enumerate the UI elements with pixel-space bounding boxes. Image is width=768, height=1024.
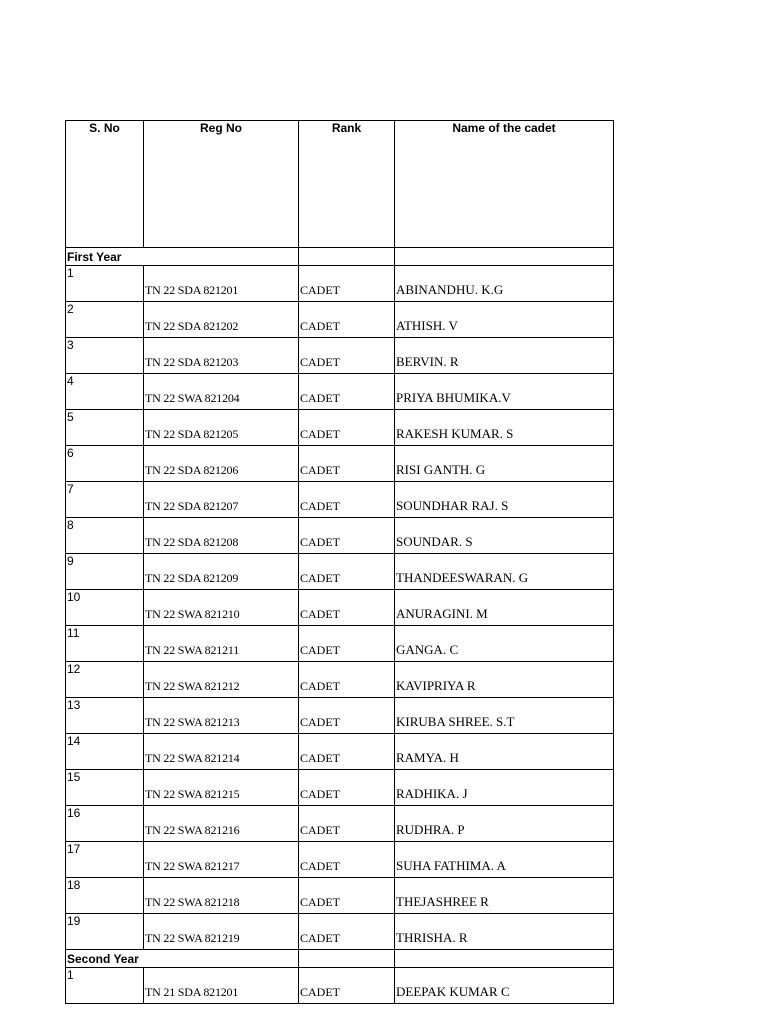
section-empty-cell (395, 248, 614, 266)
cell-cadet-name: SUHA FATHIMA. A (395, 842, 614, 878)
cell-rank: CADET (299, 968, 395, 1004)
cell-serial-number: 7 (66, 482, 144, 518)
section-empty-cell (299, 248, 395, 266)
cell-rank: CADET (299, 806, 395, 842)
cell-serial-number: 12 (66, 662, 144, 698)
cell-rank: CADET (299, 518, 395, 554)
cell-reg-no: TN 22 SDA 821202 (144, 302, 299, 338)
cell-serial-number: 9 (66, 554, 144, 590)
header-sno: S. No (66, 121, 144, 248)
cell-serial-number: 15 (66, 770, 144, 806)
cell-cadet-name: SOUNDAR. S (395, 518, 614, 554)
cell-rank: CADET (299, 302, 395, 338)
cell-reg-no: TN 22 SWA 821204 (144, 374, 299, 410)
table-row (66, 914, 614, 950)
cell-rank: CADET (299, 590, 395, 626)
table-row (66, 806, 614, 842)
table-row (66, 338, 614, 374)
header-reg-no: Reg No (144, 121, 299, 248)
header-name: Name of the cadet (395, 121, 614, 248)
cell-cadet-name: ANURAGINI. M (395, 590, 614, 626)
table-row (66, 302, 614, 338)
cell-reg-no: TN 22 SDA 821203 (144, 338, 299, 374)
cell-serial-number: 3 (66, 338, 144, 374)
table-row (66, 698, 614, 734)
cell-rank: CADET (299, 842, 395, 878)
cell-cadet-name: GANGA. C (395, 626, 614, 662)
cell-cadet-name: RUDHRA. P (395, 806, 614, 842)
cell-reg-no: TN 22 SWA 821216 (144, 806, 299, 842)
table-row (66, 662, 614, 698)
section-row (66, 248, 614, 266)
cell-cadet-name: THANDEESWARAN. G (395, 554, 614, 590)
table-row (66, 554, 614, 590)
cell-serial-number: 1 (66, 968, 144, 1004)
cell-rank: CADET (299, 662, 395, 698)
cell-reg-no: TN 22 SDA 821205 (144, 410, 299, 446)
cell-reg-no: TN 22 SDA 821209 (144, 554, 299, 590)
cell-serial-number: 19 (66, 914, 144, 950)
cell-serial-number: 8 (66, 518, 144, 554)
table-row (66, 878, 614, 914)
cell-reg-no: TN 22 SWA 821212 (144, 662, 299, 698)
cell-cadet-name: DEEPAK KUMAR C (395, 968, 614, 1004)
table-row (66, 266, 614, 302)
cell-cadet-name: ABINANDHU. K.G (395, 266, 614, 302)
table-row (66, 374, 614, 410)
cell-cadet-name: ATHISH. V (395, 302, 614, 338)
section-row (66, 950, 614, 968)
table-row (66, 410, 614, 446)
section-label: Second Year (66, 950, 299, 968)
table-row (66, 446, 614, 482)
table-row (66, 482, 614, 518)
cell-cadet-name: THRISHA. R (395, 914, 614, 950)
section-label: First Year (66, 248, 299, 266)
header-row (66, 121, 614, 248)
cell-serial-number: 5 (66, 410, 144, 446)
table-row (66, 734, 614, 770)
cell-cadet-name: SOUNDHAR RAJ. S (395, 482, 614, 518)
cell-rank: CADET (299, 410, 395, 446)
cell-reg-no: TN 21 SDA 821201 (144, 968, 299, 1004)
cell-cadet-name: RADHIKA. J (395, 770, 614, 806)
section-empty-cell (395, 950, 614, 968)
cell-serial-number: 17 (66, 842, 144, 878)
cell-cadet-name: BERVIN. R (395, 338, 614, 374)
table-row (66, 968, 614, 1004)
cell-serial-number: 6 (66, 446, 144, 482)
cell-serial-number: 10 (66, 590, 144, 626)
cell-reg-no: TN 22 SWA 821210 (144, 590, 299, 626)
table-row (66, 842, 614, 878)
cell-cadet-name: KIRUBA SHREE. S.T (395, 698, 614, 734)
cell-serial-number: 14 (66, 734, 144, 770)
header-rank: Rank (299, 121, 395, 248)
table-row (66, 518, 614, 554)
cell-rank: CADET (299, 914, 395, 950)
cell-rank: CADET (299, 626, 395, 662)
cell-cadet-name: RISI GANTH. G (395, 446, 614, 482)
table-row (66, 590, 614, 626)
cell-rank: CADET (299, 446, 395, 482)
table-row (66, 770, 614, 806)
cell-serial-number: 2 (66, 302, 144, 338)
cell-rank: CADET (299, 878, 395, 914)
cell-serial-number: 4 (66, 374, 144, 410)
cell-rank: CADET (299, 266, 395, 302)
cell-reg-no: TN 22 SWA 821218 (144, 878, 299, 914)
cell-rank: CADET (299, 374, 395, 410)
cell-rank: CADET (299, 698, 395, 734)
cell-reg-no: TN 22 SWA 821217 (144, 842, 299, 878)
cell-rank: CADET (299, 338, 395, 374)
table-row (66, 626, 614, 662)
cell-reg-no: TN 22 SDA 821208 (144, 518, 299, 554)
cell-cadet-name: PRIYA BHUMIKA.V (395, 374, 614, 410)
cell-rank: CADET (299, 770, 395, 806)
cell-serial-number: 11 (66, 626, 144, 662)
cell-rank: CADET (299, 482, 395, 518)
cell-serial-number: 1 (66, 266, 144, 302)
cell-reg-no: TN 22 SWA 821214 (144, 734, 299, 770)
cell-cadet-name: KAVIPRIYA R (395, 662, 614, 698)
cell-cadet-name: RAKESH KUMAR. S (395, 410, 614, 446)
cell-rank: CADET (299, 554, 395, 590)
cell-reg-no: TN 22 SDA 821201 (144, 266, 299, 302)
table-body (66, 248, 614, 1004)
cell-cadet-name: THEJASHREE R (395, 878, 614, 914)
cell-reg-no: TN 22 SDA 821207 (144, 482, 299, 518)
cell-serial-number: 16 (66, 806, 144, 842)
cell-cadet-name: RAMYA. H (395, 734, 614, 770)
cadet-table (65, 120, 614, 1004)
section-empty-cell (299, 950, 395, 968)
cell-serial-number: 18 (66, 878, 144, 914)
cell-reg-no: TN 22 SWA 821213 (144, 698, 299, 734)
cell-rank: CADET (299, 734, 395, 770)
cell-serial-number: 13 (66, 698, 144, 734)
cell-reg-no: TN 22 SDA 821206 (144, 446, 299, 482)
cell-reg-no: TN 22 SWA 821211 (144, 626, 299, 662)
cell-reg-no: TN 22 SWA 821219 (144, 914, 299, 950)
cell-reg-no: TN 22 SWA 821215 (144, 770, 299, 806)
